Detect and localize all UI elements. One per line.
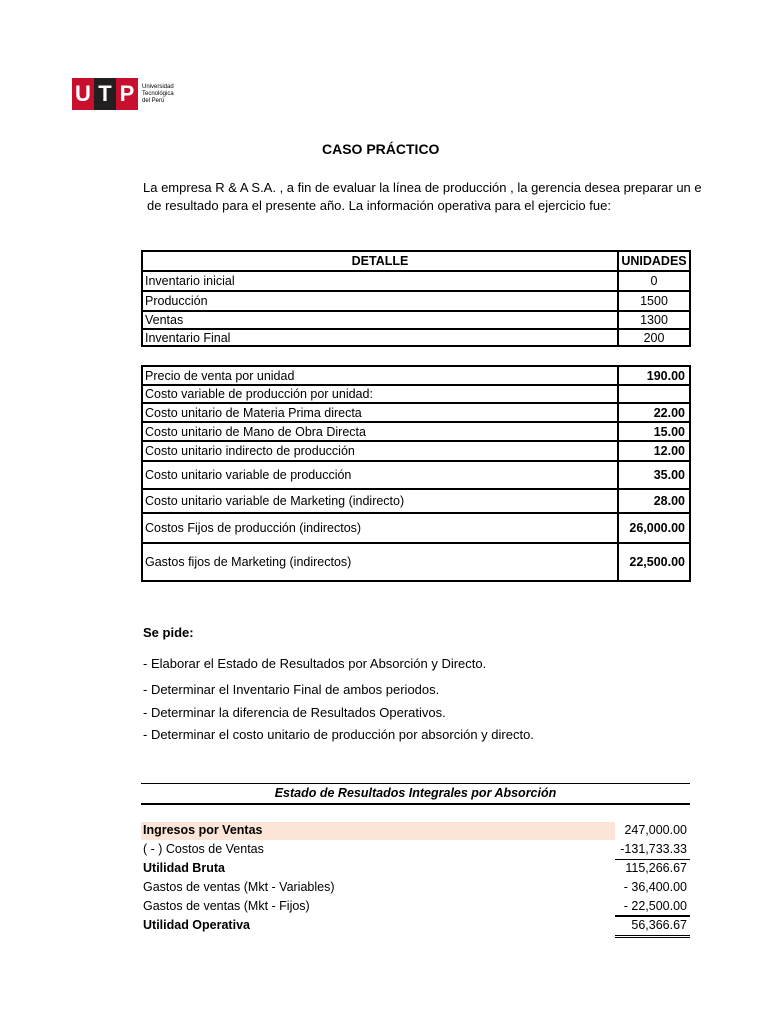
cell-value: 1500: [618, 291, 690, 311]
logo-letter-t: T: [94, 78, 116, 110]
cell-label: Producción: [142, 291, 618, 311]
table-row: [141, 860, 691, 878]
cell-label: Ventas: [142, 311, 618, 329]
row-label: Ingresos por Ventas: [143, 823, 263, 837]
list-item: - Determinar el costo unitario de producción por absorción y directo.: [143, 727, 534, 742]
row-value: 115,266.67: [625, 861, 687, 875]
row-value: - 22,500.00: [623, 899, 687, 913]
header-unidades: UNIDADES: [618, 251, 690, 271]
table-row: [141, 879, 691, 897]
se-pide-heading: Se pide:: [143, 625, 194, 640]
cell-label: Inventario Final: [142, 329, 618, 346]
row-label: Utilidad Operativa: [143, 918, 250, 932]
cell-label: Costo unitario de Mano de Obra Directa: [142, 422, 618, 441]
list-item: - Elaborar el Estado de Resultados por Absorción y Directo.: [143, 656, 487, 671]
cell-value: 200: [618, 329, 690, 346]
table-row: [142, 403, 690, 422]
cell-label: Costo unitario variable de Marketing (indirecto): [142, 489, 618, 513]
header-detalle: DETALLE: [142, 251, 618, 271]
cell-label: Costo unitario variable de producción: [142, 461, 618, 489]
table-row: [141, 841, 691, 859]
table-row: [142, 513, 690, 543]
cell-value: 35.00: [618, 461, 690, 489]
table-row: [142, 385, 690, 403]
row-label: Gastos de ventas (Mkt - Fijos): [143, 899, 310, 913]
logo-letter-p: P: [116, 78, 138, 110]
row-label: Utilidad Bruta: [143, 861, 225, 875]
logo-letter-u: U: [72, 78, 94, 110]
cell-value: [618, 385, 690, 403]
table-row: [142, 422, 690, 441]
cell-value: 1300: [618, 311, 690, 329]
page-title: CASO PRÁCTICO: [322, 141, 440, 157]
logo-text: Universidad Tecnológica del Perú: [142, 83, 174, 104]
table-row: [141, 898, 691, 916]
intro-line-1: La empresa R & A S.A. , a fin de evaluar la línea de producción , la gerencia desea preparar un e: [143, 180, 702, 195]
cell-value: 15.00: [618, 422, 690, 441]
utp-logo: [72, 78, 182, 110]
cell-label: Precio de venta por unidad: [142, 366, 618, 385]
cell-label: Gastos fijos de Marketing (indirectos): [142, 543, 618, 581]
intro-line-2: de resultado para el presente año. La información operativa para el ejercicio fue:: [147, 198, 611, 213]
cost-table: [141, 365, 691, 582]
table-row: [142, 441, 690, 461]
row-label: Gastos de ventas (Mkt - Variables): [143, 880, 335, 894]
table-row: [142, 543, 690, 581]
cell-label: Costos Fijos de producción (indirectos): [142, 513, 618, 543]
cell-value: 22.00: [618, 403, 690, 422]
table-row: [142, 366, 690, 385]
table-row: [141, 822, 691, 840]
cell-value: 28.00: [618, 489, 690, 513]
cell-label: Costo variable de producción por unidad:: [142, 385, 618, 403]
list-item: - Determinar la diferencia de Resultados Operativos.: [143, 705, 446, 720]
table-row: [142, 311, 690, 329]
table-row: [142, 461, 690, 489]
row-value: 56,366.67: [631, 918, 687, 932]
table-row: [142, 271, 690, 291]
total-double-line: [615, 935, 690, 938]
row-value: - 36,400.00: [623, 880, 687, 894]
cell-label: Inventario inicial: [142, 271, 618, 291]
list-item: - Determinar el Inventario Final de ambos periodos.: [143, 682, 440, 697]
table-row: [142, 329, 690, 346]
units-table: [141, 250, 691, 347]
income-statement-title: Estado de Resultados Integrales por Absorción: [274, 786, 557, 800]
divider: [141, 803, 690, 805]
row-label: ( - ) Costos de Ventas: [143, 842, 264, 856]
table-row: [142, 489, 690, 513]
cell-label: Costo unitario de Materia Prima directa: [142, 403, 618, 422]
row-value: 247,000.00: [624, 823, 687, 837]
row-value: -131,733.33: [620, 842, 687, 856]
table-row: [142, 291, 690, 311]
cell-value: 26,000.00: [618, 513, 690, 543]
cell-value: 0: [618, 271, 690, 291]
cell-value: 22,500.00: [618, 543, 690, 581]
cell-value: 190.00: [618, 366, 690, 385]
table-row: [141, 917, 691, 935]
cell-value: 12.00: [618, 441, 690, 461]
divider: [141, 783, 690, 784]
cell-label: Costo unitario indirecto de producción: [142, 441, 618, 461]
